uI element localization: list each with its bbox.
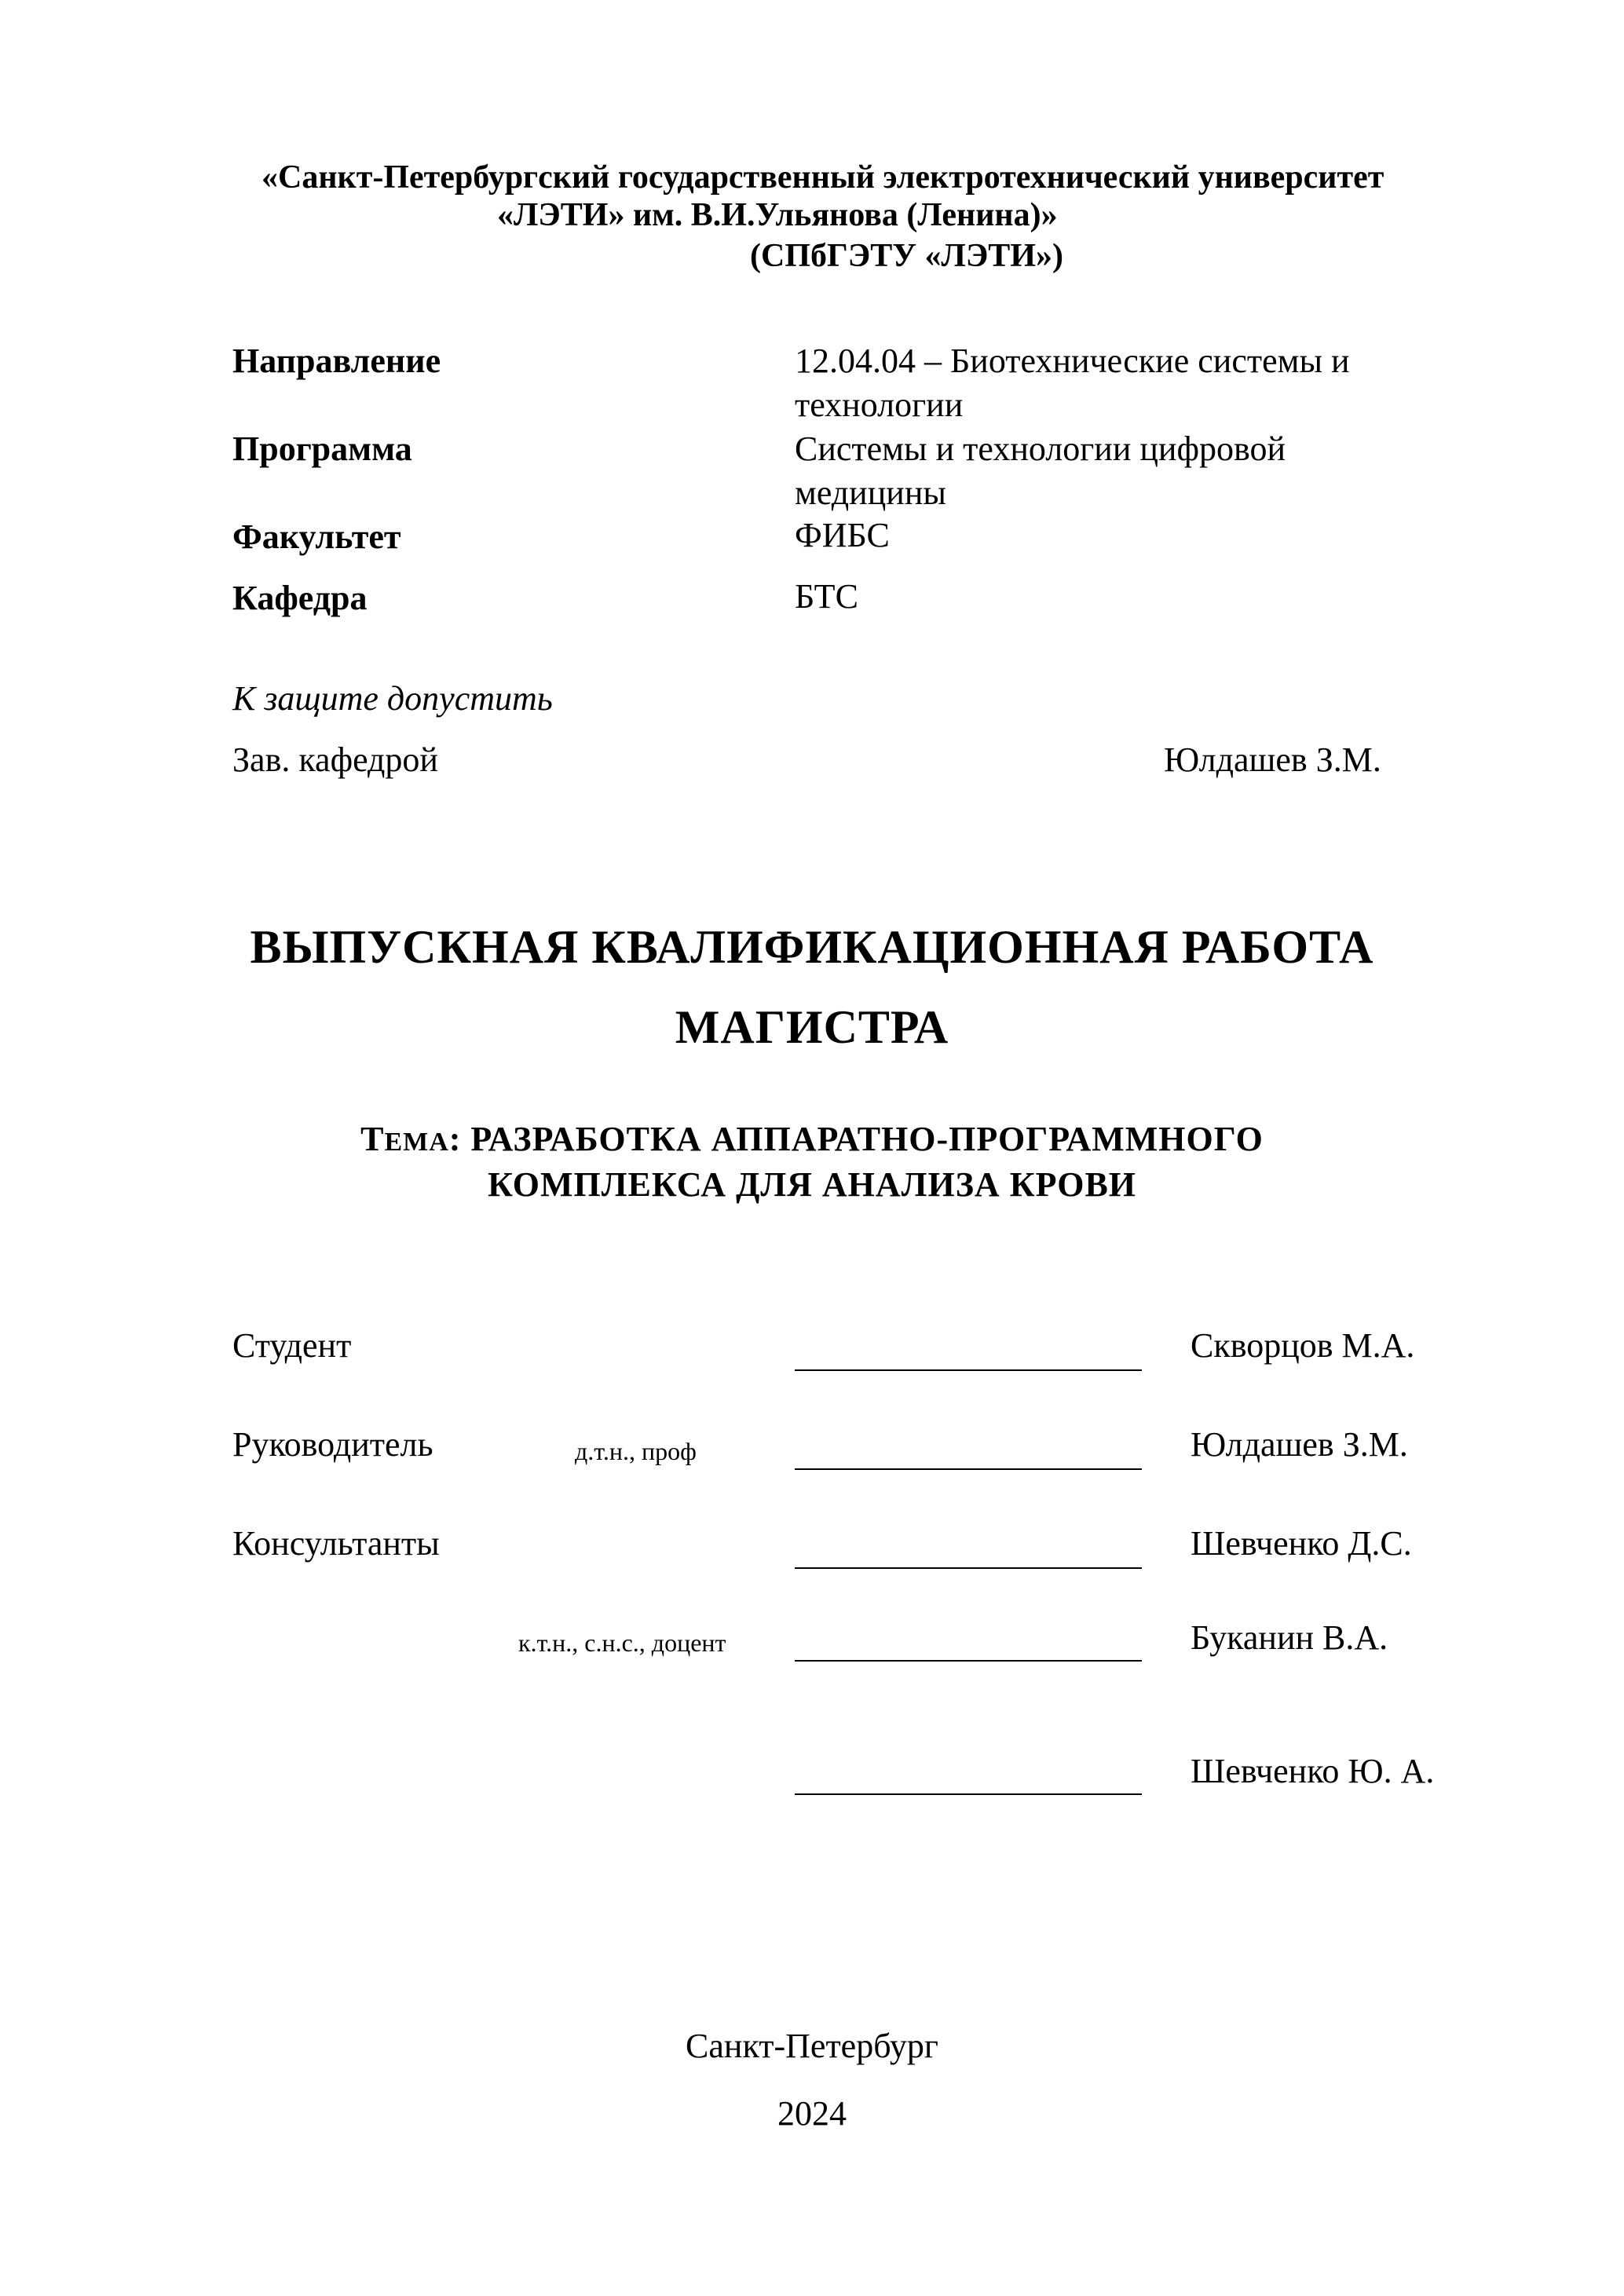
consultant2-name: Буканин В.А. [1191,1618,1388,1657]
direction-value-line2: технологии [795,386,964,424]
consultant2-degree: к.т.н., с.н.с., доцент [518,1629,726,1657]
direction-label: Направление [232,342,441,380]
consultant1-signature-line [795,1567,1142,1569]
program-label: Программа [232,430,412,468]
head-of-department-label: Зав. кафедрой [232,740,438,779]
topic-prefix-first-letter: Т [360,1120,385,1158]
university-name-line1: «Санкт-Петербургский государственный электротехнический университет [262,159,1384,196]
head-of-department-name: Юлдашев З.М. [1164,740,1381,779]
consultant2-signature-line [795,1660,1142,1662]
consultants-label: Консультанты [232,1524,440,1563]
program-value-line1: Системы и технологии цифровой [795,430,1286,468]
university-abbreviation: (СПбГЭТУ «ЛЭТИ») [750,238,1063,274]
consultant1-name: Шевченко Д.С. [1191,1524,1412,1563]
topic-line2: КОМПЛЕКСА ДЛЯ АНАЛИЗА КРОВИ [487,1165,1137,1204]
faculty-label: Факультет [232,517,401,556]
thesis-title-line1: ВЫПУСКНАЯ КВАЛИФИКАЦИОННАЯ РАБОТА [250,921,1374,973]
city: Санкт-Петербург [686,2027,938,2065]
admit-to-defense-text: К защите допустить [232,679,553,718]
supervisor-signature-line [795,1468,1142,1470]
student-signature-line [795,1369,1142,1371]
university-name-line2: «ЛЭТИ» им. В.И.Ульянова (Ленина)» [497,197,1058,233]
direction-value-line1: 12.04.04 – Биотехнические системы и [795,342,1350,380]
supervisor-name: Юлдашев З.М. [1191,1425,1408,1464]
department-value: БТС [795,577,858,616]
topic-text-line1: : РАЗРАБОТКА АППАРАТНО-ПРОГРАММНОГО [448,1120,1264,1158]
faculty-value: ФИБС [795,516,890,554]
thesis-title-line2: МАГИСТРА [675,1001,949,1053]
topic-prefix-rest: ЕМА [384,1128,449,1157]
supervisor-degree: д.т.н., проф [575,1437,697,1465]
student-label: Студент [232,1326,352,1365]
topic-line1 [0,1118,1624,1164]
program-value-line2: медицины [795,473,946,512]
year: 2024 [777,2094,847,2133]
department-label: Кафедра [232,579,368,617]
student-name: Скворцов М.А. [1191,1326,1415,1365]
consultant3-name: Шевченко Ю. А. [1191,1752,1435,1790]
supervisor-label: Руководитель [232,1425,433,1464]
consultant3-signature-line [795,1793,1142,1795]
